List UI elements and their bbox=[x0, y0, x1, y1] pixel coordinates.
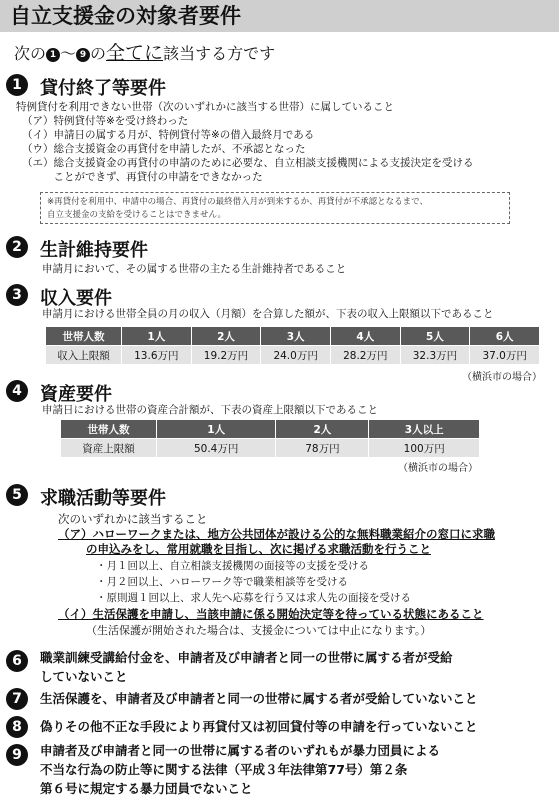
income-value-cell: 13.6万円 bbox=[122, 346, 192, 365]
income-value-cell: 24.0万円 bbox=[261, 346, 331, 365]
income-header-cell: 5人 bbox=[400, 327, 470, 346]
section-9-text bbox=[40, 741, 440, 798]
income-header-cell: 3人 bbox=[261, 327, 331, 346]
asset-header-cell: 1人 bbox=[157, 420, 276, 439]
income-value-cell: 32.3万円 bbox=[400, 346, 470, 365]
section-6-badge: 6 bbox=[6, 650, 28, 672]
circle-number-1: 1 bbox=[46, 48, 60, 62]
section-8-line: 偽りその他不正な手段により再貸付又は初回貸付等の申請を行っていないこと bbox=[40, 719, 478, 734]
income-header-cell: 4人 bbox=[330, 327, 400, 346]
income-table-header-row bbox=[46, 327, 540, 346]
asset-header-cell: 2人 bbox=[276, 420, 369, 439]
section-6-line: 職業訓練受講給付金を、申請者及び申請者と同一の世帯に属する者が受給 bbox=[40, 650, 453, 665]
subtitle-emphasis: 全てに bbox=[106, 42, 164, 64]
section-9-line: 申請者及び申請者と同一の世帯に属する者のいずれもが暴力団員による bbox=[40, 743, 441, 758]
asset-value-cell: 資産上限額 bbox=[61, 439, 157, 458]
income-header-cell: 2人 bbox=[191, 327, 261, 346]
income-header-cell: 世帯人数 bbox=[46, 327, 122, 346]
section-1-note-line: ※再貸付を利用中、申請中の場合、再貸付の最終借入月が到来するか、再貸付が不承認となるまで、 bbox=[47, 197, 428, 207]
section-5-bullet: ・原則週１回以上、求人先へ応募を行う又は求人先の面接を受ける bbox=[96, 592, 411, 604]
section-7-line: 生活保護を、申請者及び申請者と同一の世帯に属する者が受給していないこと bbox=[40, 691, 478, 706]
section-1-item: （イ）申請日の属する月が、特例貸付等※の借入最終月である bbox=[22, 129, 315, 141]
income-table-value-row bbox=[46, 346, 540, 365]
asset-value-cell: 78万円 bbox=[276, 439, 369, 458]
section-3-badge: 3 bbox=[6, 284, 28, 306]
asset-table-note: （横浜市の場合） bbox=[398, 463, 478, 474]
section-1-heading: 貸付終了等要件 bbox=[40, 78, 166, 99]
section-5-bullet: ・月１回以上、自立相談支援機関の面接等の支援を受ける bbox=[96, 560, 369, 572]
section-3-heading: 収入要件 bbox=[40, 288, 112, 309]
section-4-text: 申請日における世帯の資産合計額が、下表の資産上限額以下であること bbox=[42, 404, 378, 416]
section-5-option-a-line2: の申込みをし、常用就職を目指し、次に掲げる求職活動を行うこと bbox=[86, 542, 431, 556]
income-header-cell: 1人 bbox=[122, 327, 192, 346]
section-2-heading: 生計維持要件 bbox=[40, 240, 148, 261]
asset-table-header-row bbox=[61, 420, 480, 439]
subtitle-tilde: 〜 bbox=[60, 44, 77, 63]
section-2-badge: 2 bbox=[6, 236, 28, 258]
income-value-cell: 収入上限額 bbox=[46, 346, 122, 365]
section-1-item: （ウ）総合支援資金の再貸付を申請したが、不承認となった bbox=[22, 143, 306, 155]
section-1-note-line: 自立支援金の支給を受けることはできません。 bbox=[47, 210, 227, 220]
section-5-option-b: （イ）生活保護を申請し、当該申請に係る開始決定等を待っている状態にあること bbox=[58, 607, 484, 621]
income-limit-table bbox=[45, 326, 540, 365]
income-value-cell: 37.0万円 bbox=[470, 346, 540, 365]
income-header-cell: 6人 bbox=[470, 327, 540, 346]
subtitle bbox=[14, 38, 275, 65]
subtitle-suffix: 該当する方です bbox=[163, 44, 276, 63]
section-1-badge: 1 bbox=[6, 74, 28, 96]
section-7-text bbox=[40, 689, 478, 708]
section-5-option-a-line1: （ア）ハローワークまたは、地方公共団体が設ける公的な無料職業紹介の窓口に求職 bbox=[58, 527, 495, 541]
section-1-item: （エ）総合支援資金の再貸付の申請のために必要な、自立相談支援機関による支援決定を受ける bbox=[22, 157, 474, 169]
subtitle-prefix: 次の bbox=[14, 44, 47, 63]
asset-limit-table bbox=[60, 419, 480, 458]
section-9-line: 不当な行為の防止等に関する法律（平成３年法律第77号）第２条 bbox=[40, 762, 408, 777]
section-9-line: 第６号に規定する暴力団員でないこと bbox=[40, 781, 253, 796]
income-table-note: （横浜市の場合） bbox=[462, 372, 542, 383]
section-5-bullet: ・月２回以上、ハローワーク等で職業相談等を受ける bbox=[96, 576, 348, 588]
circle-number-9: 9 bbox=[76, 48, 90, 62]
subtitle-mid: の bbox=[90, 44, 107, 63]
page-title: 自立支援金の対象者要件 bbox=[0, 0, 559, 32]
section-9-badge: 9 bbox=[6, 744, 28, 766]
section-4-heading: 資産要件 bbox=[40, 384, 112, 405]
asset-header-cell: 3人以上 bbox=[369, 420, 480, 439]
section-5-badge: 5 bbox=[6, 484, 28, 506]
section-7-badge: 7 bbox=[6, 688, 28, 710]
section-6-text bbox=[40, 648, 453, 686]
asset-table-value-row bbox=[61, 439, 480, 458]
section-6-line: していないこと bbox=[40, 669, 128, 684]
section-1-item: （ア）特例貸付等※を受け終わった bbox=[22, 115, 189, 127]
section-5-option-b-note: （生活保護が開始された場合は、支援金については中止になります。） bbox=[86, 624, 432, 637]
section-4-badge: 4 bbox=[6, 380, 28, 402]
section-1-item: ことができず、再貸付の申請をできなかった bbox=[22, 171, 263, 183]
section-3-text: 申請月における世帯全員の月の収入（月額）を合算した額が、下表の収入上限額以下であること bbox=[42, 308, 494, 320]
section-8-text bbox=[40, 717, 478, 736]
section-8-badge: 8 bbox=[6, 716, 28, 738]
section-2-text: 申請月において、その属する世帯の主たる生計維持者であること bbox=[42, 263, 347, 275]
asset-header-cell: 世帯人数 bbox=[61, 420, 157, 439]
section-1-intro: 特例貸付を利用できない世帯（次のいずれかに該当する世帯）に属していること bbox=[16, 101, 394, 113]
section-5-heading: 求職活動等要件 bbox=[40, 488, 166, 509]
income-value-cell: 19.2万円 bbox=[191, 346, 261, 365]
asset-value-cell: 100万円 bbox=[369, 439, 480, 458]
asset-value-cell: 50.4万円 bbox=[157, 439, 276, 458]
income-value-cell: 28.2万円 bbox=[330, 346, 400, 365]
section-5-intro: 次のいずれかに該当すること bbox=[58, 512, 208, 526]
section-1-note bbox=[40, 192, 510, 224]
